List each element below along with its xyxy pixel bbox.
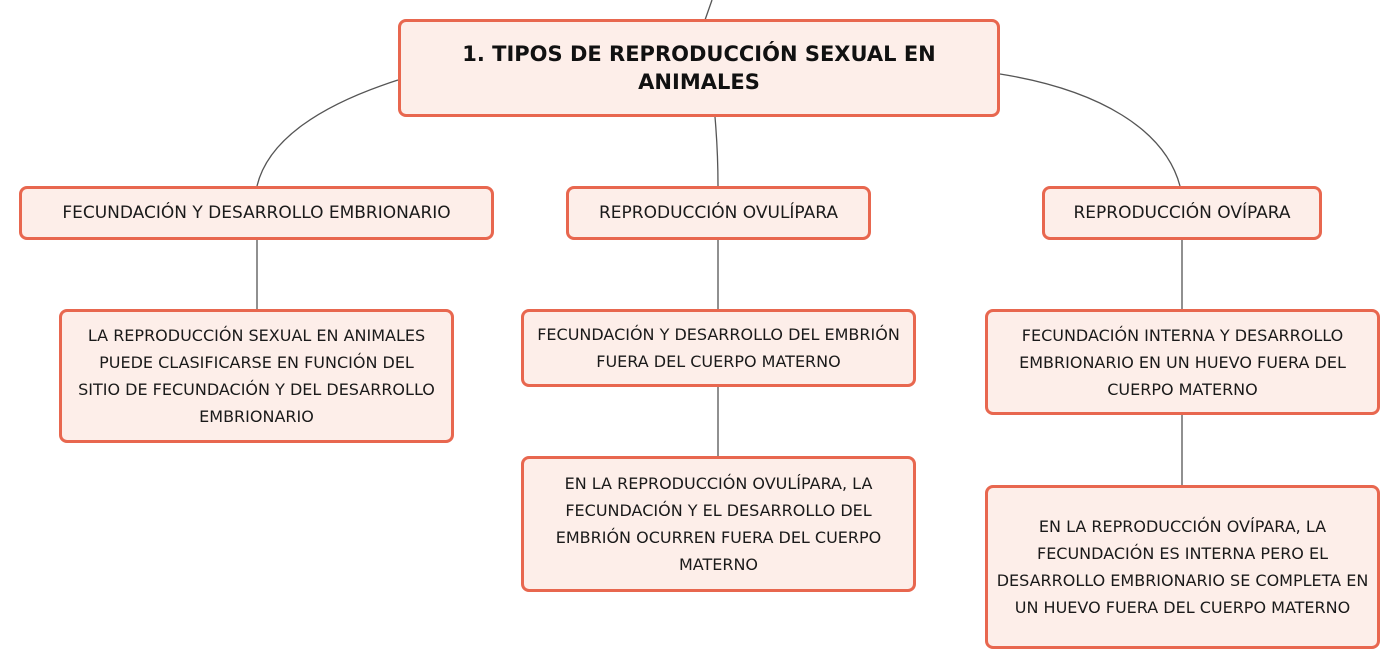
leaf-node-text: FECUNDACIÓN INTERNA Y DESARROLLO EMBRIONARIO EN UN HUEVO FUERA DEL CUERPO MATERNO (1019, 325, 1346, 399)
connector-root-branch-2 (715, 117, 718, 186)
leaf-node-clasificacion[interactable] (59, 309, 454, 443)
leaf-node-ovipara-summary[interactable] (985, 309, 1380, 415)
branch-node-ovulipara[interactable] (566, 186, 871, 240)
root-node[interactable] (398, 19, 1000, 117)
leaf-node-text: LA REPRODUCCIÓN SEXUAL EN ANIMALES PUEDE CLASIFICARSE EN FUNCIÓN DEL SITIO DE FECUNDACIÓN Y DEL DESARROLLO EMBRIONARIO (78, 326, 435, 426)
branch-node-ovipara[interactable] (1042, 186, 1322, 240)
branch-node-label: REPRODUCCIÓN OVÍPARA (1073, 202, 1291, 223)
leaf-node-ovipara-detail[interactable] (985, 485, 1380, 649)
branch-node-fecundacion-desarrollo[interactable] (19, 186, 494, 240)
leaf-node-ovulipara-detail[interactable] (521, 456, 916, 592)
leaf-node-text: EN LA REPRODUCCIÓN OVÍPARA, LA FECUNDACIÓN ES INTERNA PERO EL DESARROLLO EMBRIONARIO SE COMPLETA EN UN HUEVO FUERA DEL CUERPO MATERNO (996, 517, 1369, 617)
connector-root-branch-3 (1000, 74, 1180, 186)
root-node-label: 1. TIPOS DE REPRODUCCIÓN SEXUAL EN ANIMALES (462, 42, 936, 94)
leaf-node-ovulipara-summary[interactable] (521, 309, 916, 387)
branch-node-label: REPRODUCCIÓN OVULÍPARA (599, 202, 838, 223)
connector-parent-root (705, 0, 712, 20)
leaf-node-text: EN LA REPRODUCCIÓN OVULÍPARA, LA FECUNDACIÓN Y EL DESARROLLO DEL EMBRIÓN OCURREN FUERA DEL CUERPO MATERNO (555, 474, 882, 574)
branch-node-label: FECUNDACIÓN Y DESARROLLO EMBRIONARIO (62, 202, 451, 223)
leaf-node-text: FECUNDACIÓN Y DESARROLLO DEL EMBRIÓN FUERA DEL CUERPO MATERNO (537, 325, 900, 371)
connector-root-branch-1 (257, 80, 398, 186)
